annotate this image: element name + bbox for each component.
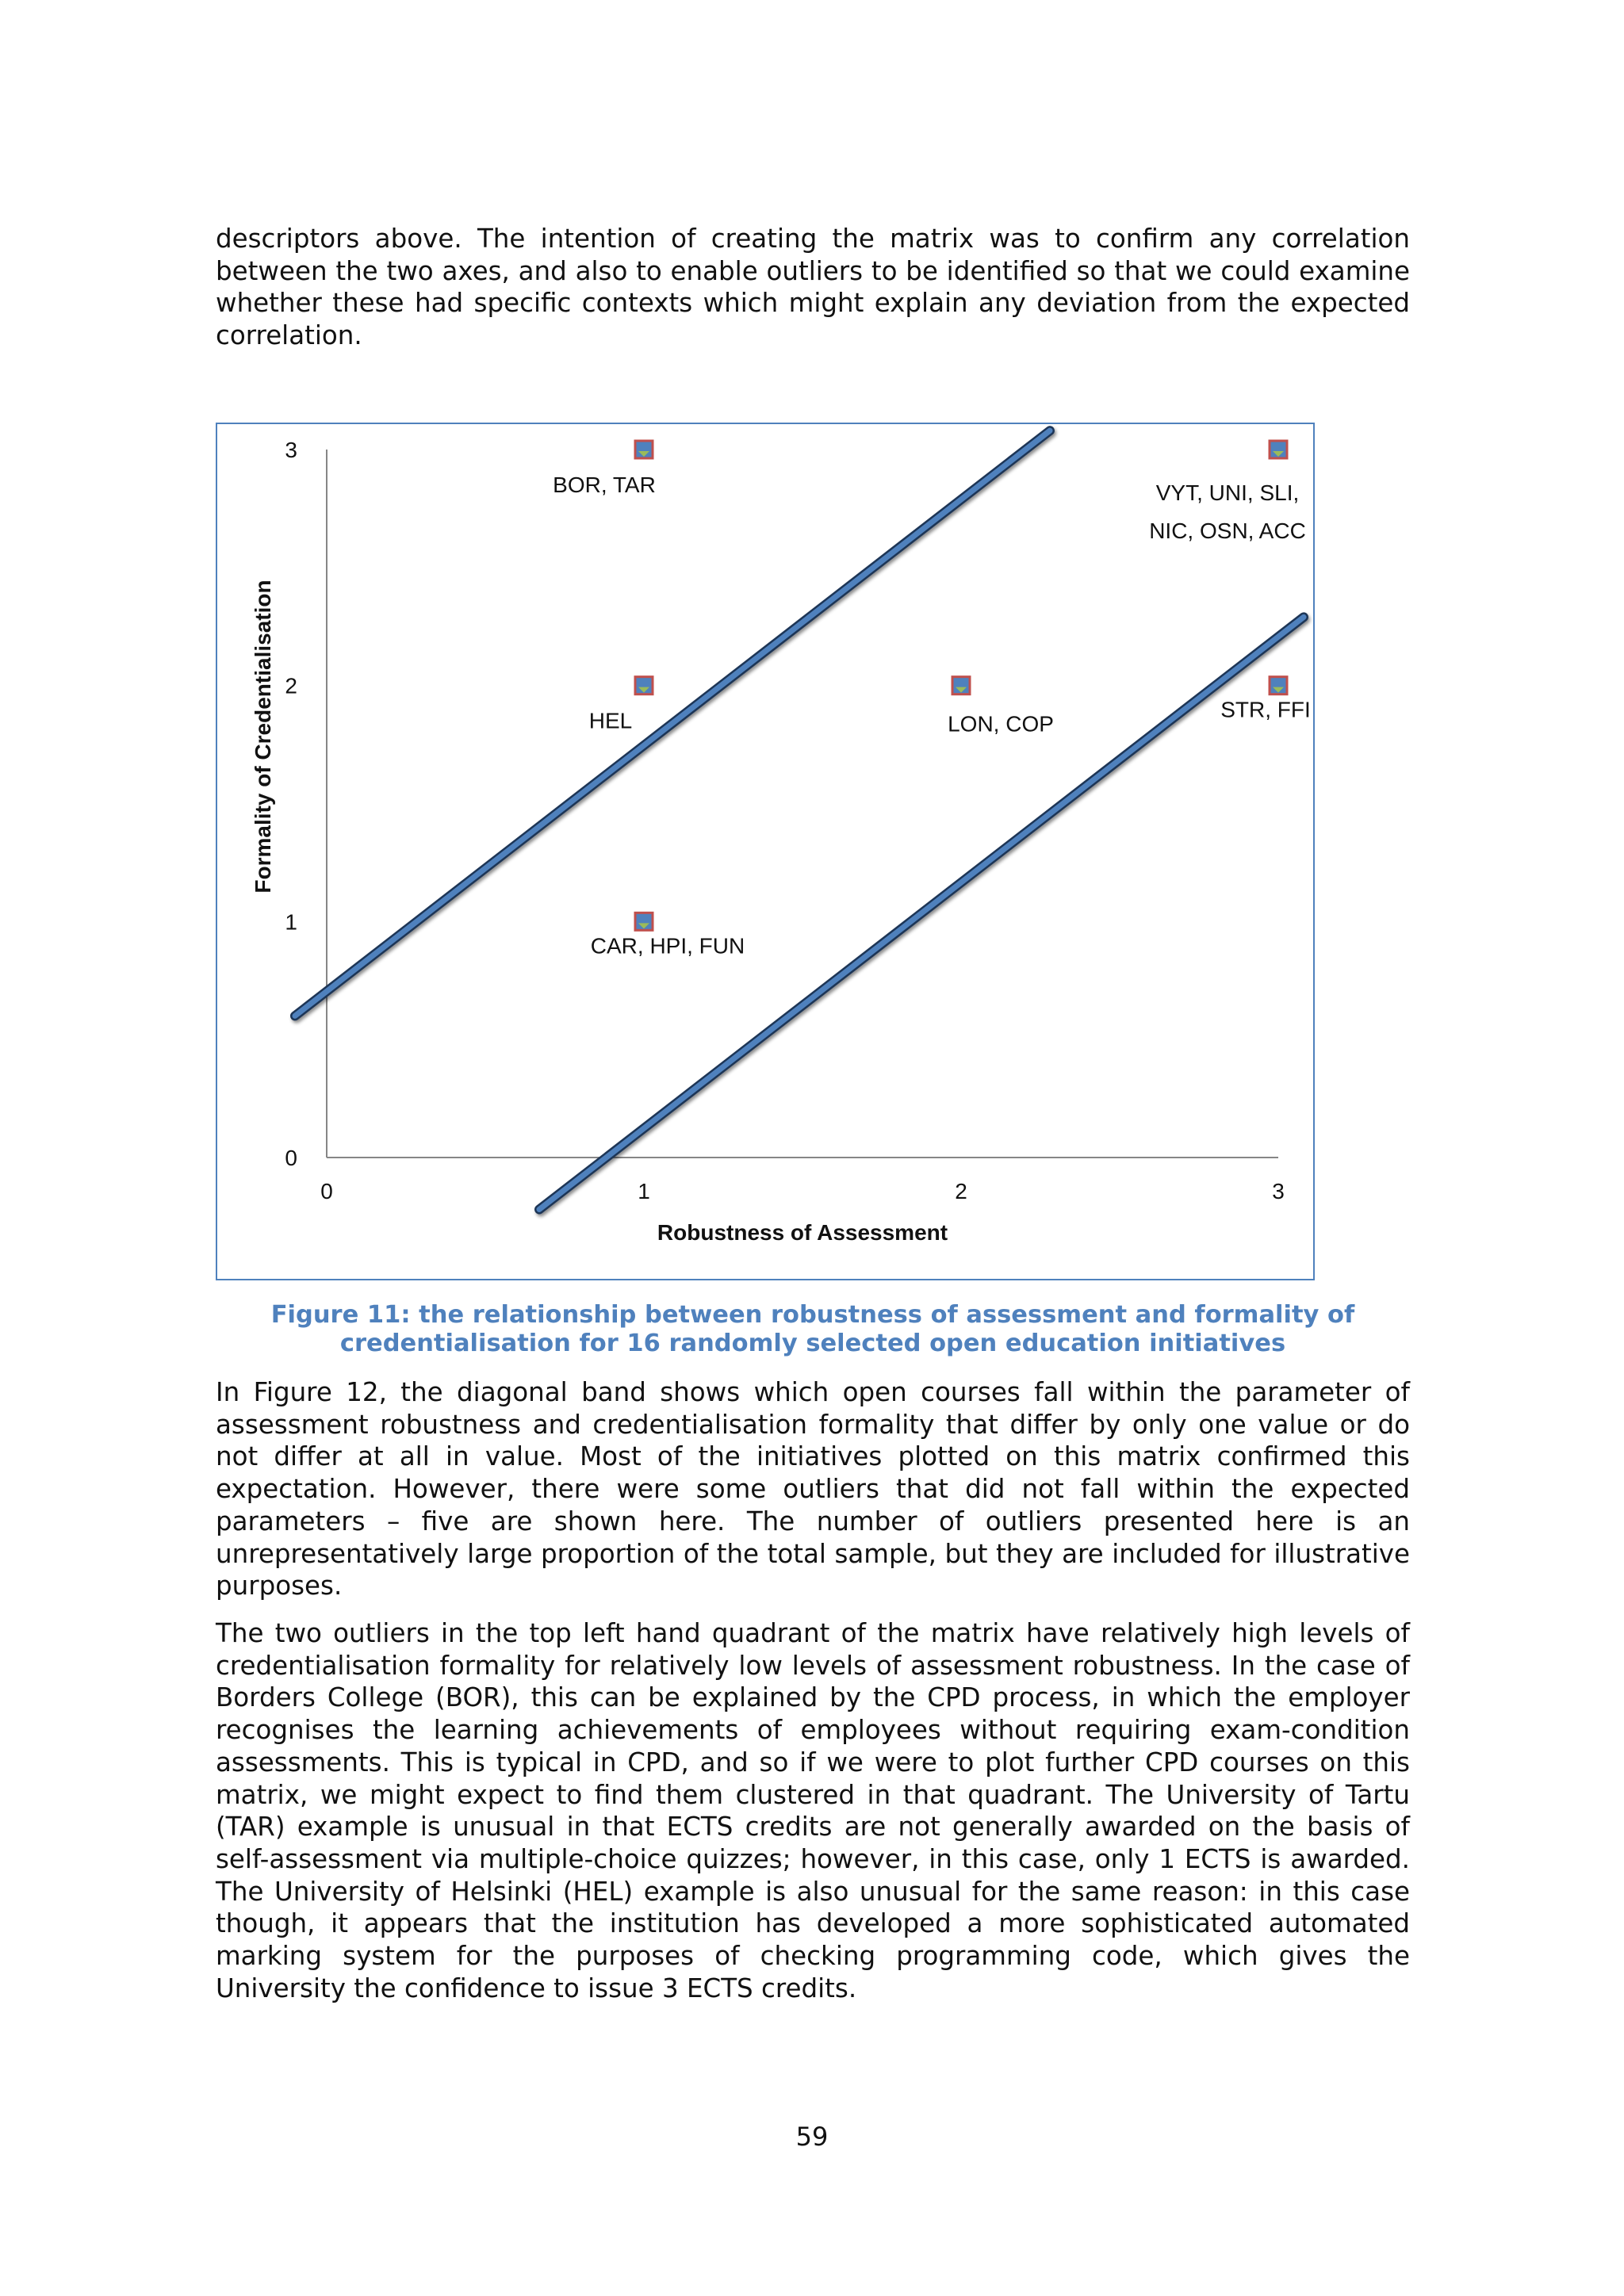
caption-line-2: credentialisation for 16 randomly selected open education initiatives	[339, 1330, 1286, 1357]
x-tick-label: 2	[955, 1179, 967, 1203]
x-tick-label: 1	[638, 1179, 650, 1203]
y-axis-label: Formality of Credentialisation	[251, 580, 275, 894]
y-tick-label: 2	[285, 673, 297, 698]
intro-paragraph: descriptors above. The intention of creating the matrix was to confirm any correlation between the two axes, and also to enable outliers to be identified so that we could examine whether these had specific contexts which might explain any deviation from the expected correlation.	[216, 224, 1410, 351]
data-point	[635, 441, 653, 458]
data-point	[1270, 441, 1287, 458]
point-label: HEL	[588, 708, 633, 733]
x-tick-label: 3	[1272, 1179, 1285, 1203]
caption-line-1: Figure 11: the relationship between robustness of assessment and formality of	[270, 1301, 1355, 1329]
figure-caption	[216, 1301, 1410, 1358]
y-tick-label: 0	[285, 1146, 297, 1170]
x-axis-label: Robustness of Assessment	[657, 1220, 948, 1245]
data-point	[952, 677, 970, 695]
y-tick-label: 3	[285, 438, 297, 462]
point-label: STR, FFI	[1220, 697, 1311, 722]
body-paragraph-2: The two outliers in the top left hand quadrant of the matrix have relatively high levels of credentialisation formality for relatively low levels of assessment robustness. In the case of Borders College (BOR), this can be explained by the CPD process, in which the employer recognises the learning achievements of employees without requiring exam-condition assessments. This is typical in CPD, and so if we were to plot further CPD courses on this matrix, we might expect to find them clustered in that quadrant. The University of Tartu (TAR) example is unusual in that ECTS credits are not generally awarded on the basis of self-assessment via multiple-choice quizzes; however, in this case, only 1 ECTS is awarded. The University of Helsinki (HEL) example is also unusual for the same reason: in this case though, it appears that the institution has developed a more sophisticated automated marking system for the purposes of checking programming code, which gives the University the confidence to issue 3 ECTS credits.	[216, 1618, 1410, 2003]
data-point	[635, 913, 653, 930]
scatter-plot	[216, 423, 1315, 1280]
point-label: CAR, HPI, FUN	[590, 933, 745, 959]
data-point	[635, 677, 653, 695]
point-label: BOR, TAR	[553, 473, 656, 497]
chart-frame	[216, 423, 1314, 1280]
point-label: NIC, OSN, ACC	[1149, 519, 1306, 543]
page-number: 59	[795, 2122, 829, 2152]
body-paragraph-1: In Figure 12, the diagonal band shows which open courses fall within the parameter of assessment robustness and credentialisation formality that differ by only one value or do not differ at all in value. Most of the initiatives plotted on this matrix confirmed this expectation. However, there were some outliers that did not fall within the expected parameters – five are shown here. The number of outliers presented here is an unrepresentatively large proportion of the total sample, but they are included for illustrative purposes.	[216, 1377, 1410, 1601]
y-tick-label: 1	[285, 909, 297, 935]
data-point	[1270, 677, 1287, 695]
figure-11-chart	[216, 423, 1315, 1280]
point-label: LON, COP	[948, 711, 1054, 737]
x-tick-label: 0	[320, 1179, 333, 1203]
point-label: VYT, UNI, SLI,	[1155, 480, 1300, 505]
